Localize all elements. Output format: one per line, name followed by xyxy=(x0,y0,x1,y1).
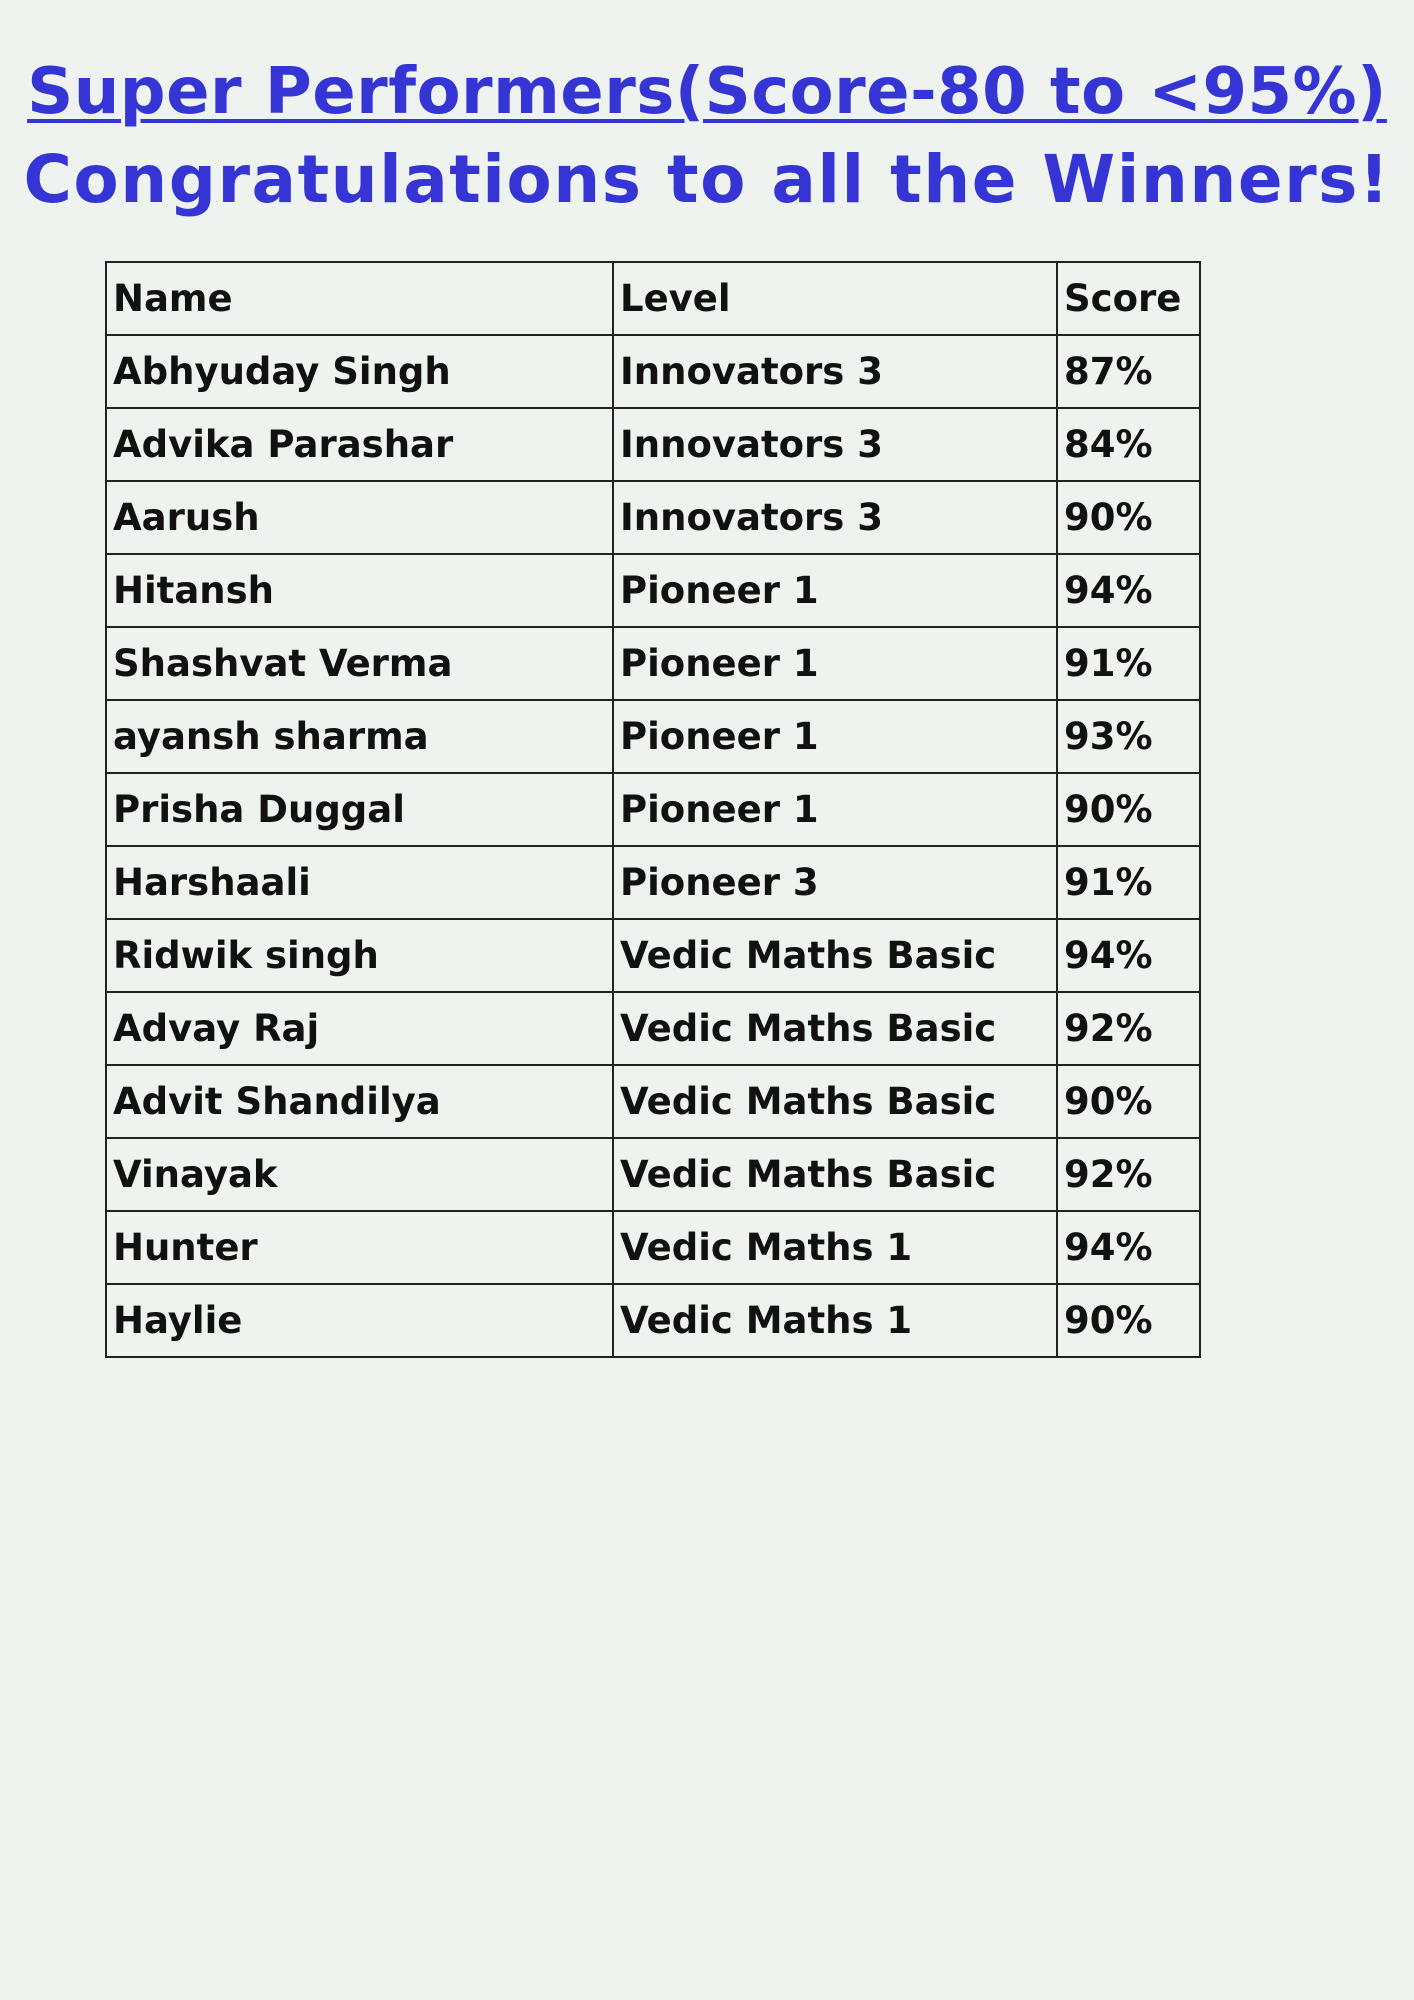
table-row xyxy=(106,773,1200,846)
cell-level: Pioneer 1 xyxy=(613,700,1057,773)
cell-level: Innovators 3 xyxy=(613,481,1057,554)
cell-score: 91% xyxy=(1057,627,1200,700)
table-header-row xyxy=(106,262,1200,335)
table-row xyxy=(106,919,1200,992)
table-body xyxy=(106,335,1200,1357)
page-title: Super Performers(Score-80 to <95%) xyxy=(27,55,1387,129)
cell-name: Prisha Duggal xyxy=(106,773,613,846)
cell-name: ayansh sharma xyxy=(106,700,613,773)
cell-score: 90% xyxy=(1057,1065,1200,1138)
cell-name: Haylie xyxy=(106,1284,613,1357)
cell-level: Pioneer 1 xyxy=(613,627,1057,700)
table-row xyxy=(106,1284,1200,1357)
table-row xyxy=(106,1065,1200,1138)
cell-level: Vedic Maths Basic xyxy=(613,1065,1057,1138)
cell-level: Pioneer 1 xyxy=(613,773,1057,846)
cell-name: Advit Shandilya xyxy=(106,1065,613,1138)
cell-level: Innovators 3 xyxy=(613,408,1057,481)
cell-score: 90% xyxy=(1057,1284,1200,1357)
table-row xyxy=(106,554,1200,627)
cell-score: 87% xyxy=(1057,335,1200,408)
cell-score: 92% xyxy=(1057,1138,1200,1211)
cell-score: 90% xyxy=(1057,481,1200,554)
cell-name: Hunter xyxy=(106,1211,613,1284)
cell-level: Innovators 3 xyxy=(613,335,1057,408)
table-row xyxy=(106,481,1200,554)
table-row xyxy=(106,992,1200,1065)
cell-score: 90% xyxy=(1057,773,1200,846)
cell-score: 94% xyxy=(1057,554,1200,627)
table-row xyxy=(106,700,1200,773)
header-score: Score xyxy=(1057,262,1200,335)
table-row xyxy=(106,1211,1200,1284)
cell-level: Vedic Maths 1 xyxy=(613,1211,1057,1284)
cell-level: Pioneer 3 xyxy=(613,846,1057,919)
header-level: Level xyxy=(613,262,1057,335)
cell-name: Ridwik singh xyxy=(106,919,613,992)
cell-score: 91% xyxy=(1057,846,1200,919)
table-row xyxy=(106,627,1200,700)
table-row xyxy=(106,335,1200,408)
cell-name: Hitansh xyxy=(106,554,613,627)
cell-level: Pioneer 1 xyxy=(613,554,1057,627)
cell-name: Abhyuday Singh xyxy=(106,335,613,408)
congratulations-subtitle: Congratulations to all the Winners! xyxy=(23,141,1391,218)
cell-level: Vedic Maths Basic xyxy=(613,1138,1057,1211)
cell-level: Vedic Maths 1 xyxy=(613,1284,1057,1357)
cell-score: 93% xyxy=(1057,700,1200,773)
cell-score: 94% xyxy=(1057,919,1200,992)
cell-level: Vedic Maths Basic xyxy=(613,919,1057,992)
cell-level: Vedic Maths Basic xyxy=(613,992,1057,1065)
table-row xyxy=(106,846,1200,919)
winners-table xyxy=(105,261,1201,1358)
cell-name: Shashvat Verma xyxy=(106,627,613,700)
table-row xyxy=(106,1138,1200,1211)
cell-score: 92% xyxy=(1057,992,1200,1065)
cell-name: Aarush xyxy=(106,481,613,554)
table-row xyxy=(106,408,1200,481)
cell-name: Vinayak xyxy=(106,1138,613,1211)
cell-name: Harshaali xyxy=(106,846,613,919)
cell-score: 94% xyxy=(1057,1211,1200,1284)
header-name: Name xyxy=(106,262,613,335)
cell-score: 84% xyxy=(1057,408,1200,481)
cell-name: Advika Parashar xyxy=(106,408,613,481)
cell-name: Advay Raj xyxy=(106,992,613,1065)
